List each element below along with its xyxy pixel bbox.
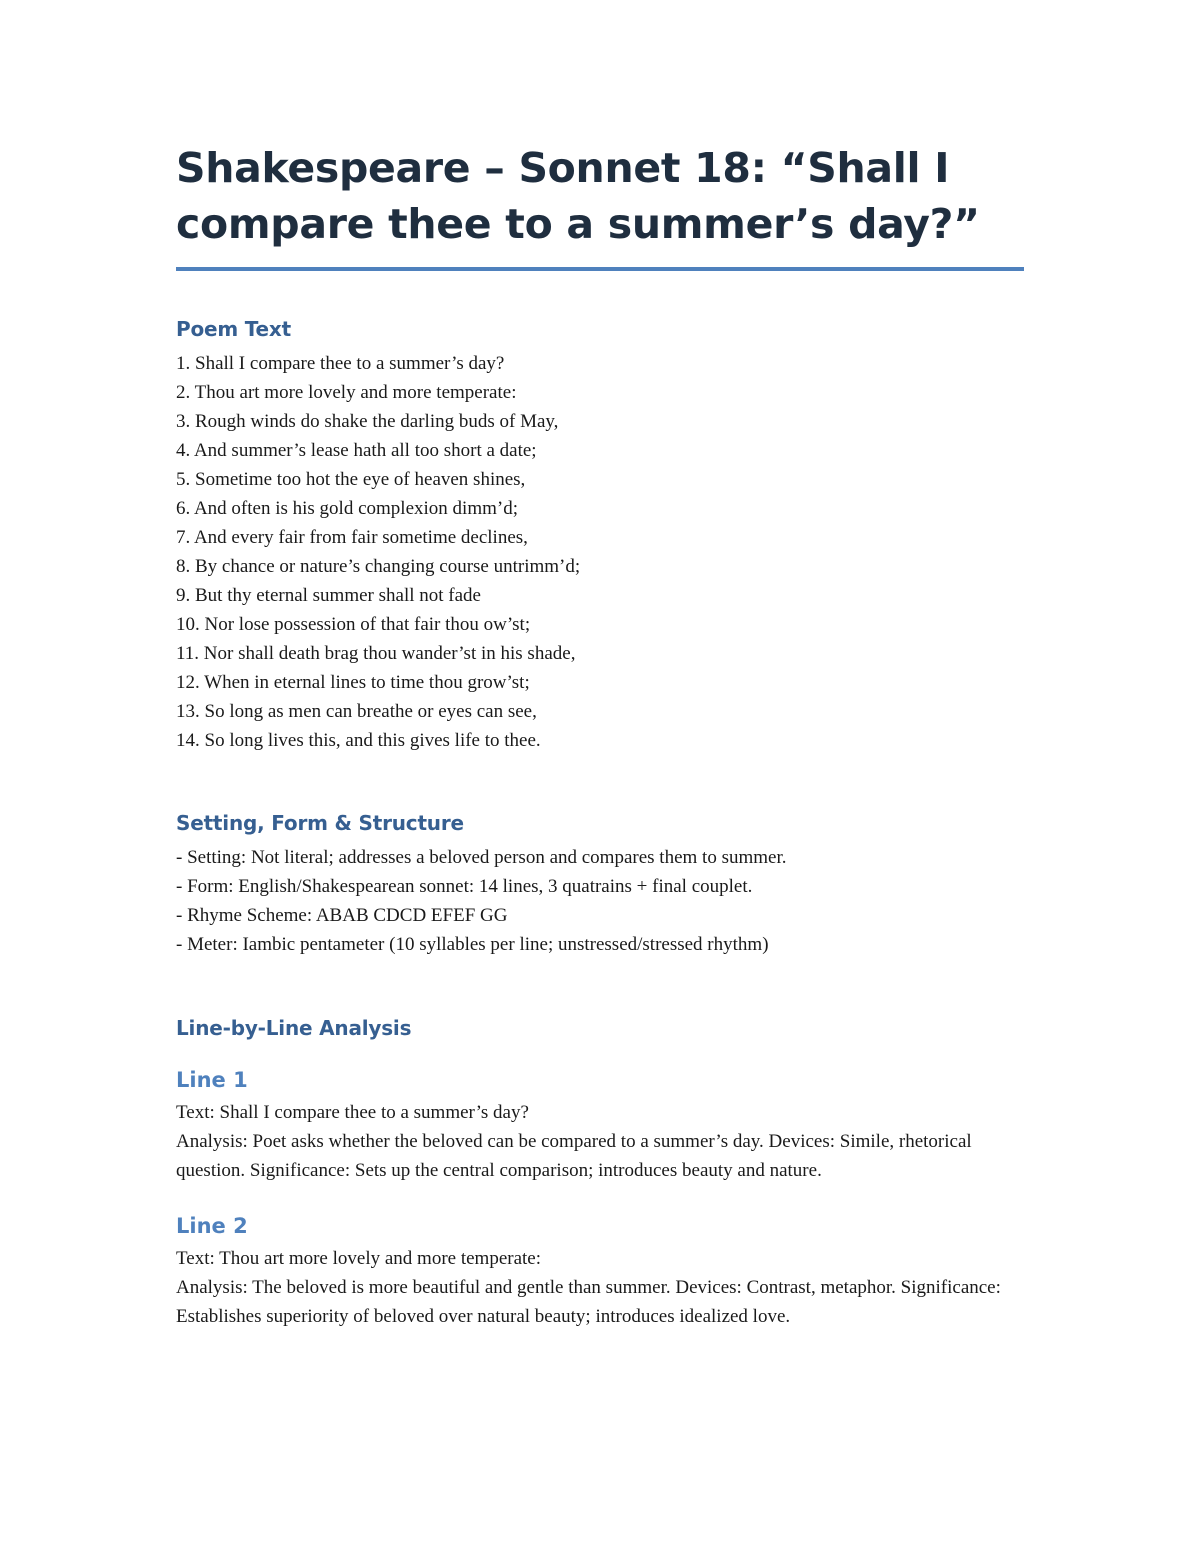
line-by-line-analysis-heading: Line-by-Line Analysis (176, 1016, 412, 1040)
setting-form-structure-heading: Setting, Form & Structure (176, 811, 464, 835)
poem-line: 2. Thou art more lovely and more temperate: (176, 382, 517, 403)
line-1-analysis: Analysis: Poet asks whether the beloved can be compared to a summer’s day. Devices: Simile, rhetorical question. Significance: Sets up the central comparison; introduces beauty and nature. (176, 1131, 972, 1181)
setting-item: - Rhyme Scheme: ABAB CDCD EFEF GG (176, 905, 508, 926)
poem-text-heading: Poem Text (176, 317, 291, 341)
poem-line: 9. But thy eternal summer shall not fade (176, 585, 481, 606)
line-1-text: Text: Shall I compare thee to a summer’s day? (176, 1102, 529, 1123)
setting-list (176, 843, 1024, 959)
poem-line: 4. And summer’s lease hath all too short a date; (176, 440, 537, 461)
poem-line: 7. And every fair from fair sometime declines, (176, 527, 528, 548)
poem-line: 13. So long as men can breathe or eyes can see, (176, 701, 537, 722)
setting-item: - Form: English/Shakespearean sonnet: 14 lines, 3 quatrains + final couplet. (176, 876, 753, 897)
line-2-text: Text: Thou art more lovely and more temperate: (176, 1248, 541, 1269)
document-content (176, 140, 1024, 1331)
poem-lines (176, 349, 1024, 755)
page-title: Shakespeare – Sonnet 18: “Shall I compare thee to a summer’s day?” (176, 140, 1024, 271)
line-1-section (176, 1068, 1024, 1185)
poem-line: 8. By chance or nature’s changing course untrimm’d; (176, 556, 581, 577)
line-2-section (176, 1214, 1024, 1331)
setting-item: - Meter: Iambic pentameter (10 syllables per line; unstressed/stressed rhythm) (176, 934, 769, 955)
line-2-heading: Line 2 (176, 1214, 248, 1238)
line-1-heading: Line 1 (176, 1068, 248, 1092)
poem-line: 3. Rough winds do shake the darling buds of May, (176, 411, 559, 432)
setting-item: - Setting: Not literal; addresses a beloved person and compares them to summer. (176, 847, 787, 868)
line-2-analysis: Analysis: The beloved is more beautiful and gentle than summer. Devices: Contrast, metaphor. Significance: Establishes superiority of beloved over natural beauty; introduces idealized love. (176, 1277, 1001, 1327)
poem-line: 1. Shall I compare thee to a summer’s day? (176, 353, 505, 374)
poem-line: 5. Sometime too hot the eye of heaven shines, (176, 469, 526, 490)
poem-line: 14. So long lives this, and this gives life to thee. (176, 730, 541, 751)
poem-line: 11. Nor shall death brag thou wander’st in his shade, (176, 643, 576, 664)
poem-line: 6. And often is his gold complexion dimm’d; (176, 498, 518, 519)
poem-line: 10. Nor lose possession of that fair thou ow’st; (176, 614, 531, 635)
poem-line: 12. When in eternal lines to time thou grow’st; (176, 672, 530, 693)
